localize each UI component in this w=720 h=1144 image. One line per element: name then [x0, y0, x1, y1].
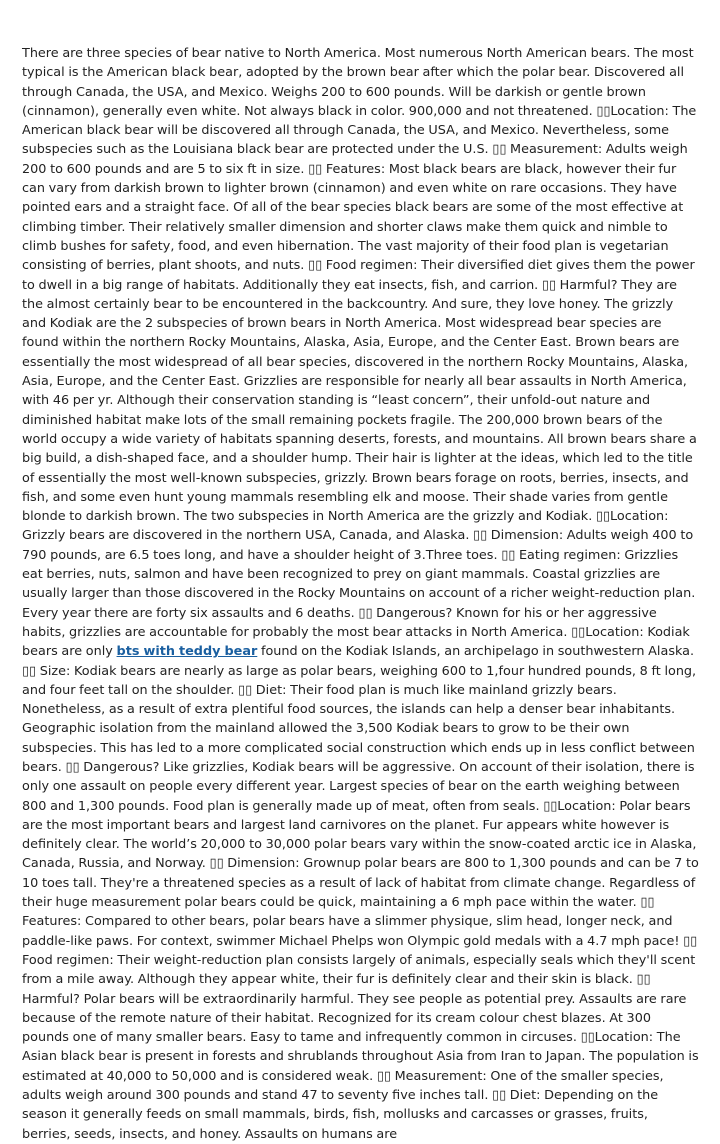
teddy-bear-link[interactable]: bts with teddy bear: [116, 644, 258, 660]
body-text-before-link: There are three species of bear native to North America. Most numerous North American bears. The most typical is the American black bear, adopted by the brown bear after which the polar bear. Discovered all through Canada, the USA, and Mexico. Weighs 200 to 600 pounds. Will be darkish or gentle brown (cinnamon), generally even white. Not always black in color. 900,000 and not threatened. ▯▯Location: The American black bear will be discovered all through Canada, the USA, and Mexico. Nevertheless, some subspecies such as the Louisiana black bear are protected under the U.S. ▯▯ Measurement: Adults weigh 200 to 600 pounds and are 5 to six ft in size. ▯▯ Features: Most black bears are black, however their fur can vary from darkish brown to lighter brown (cinnamon) and even white on rare occasions. They have pointed ears and a straight face. Of all of the bear species black bears are some of the most effective at climbing timber. Their relatively smaller dimension and shorter claws make them quick and nimble to climb bushes for safety, food, and even hibernation. The vast majority of their food plan is vegetarian consisting of berries, plant shoots, and nuts. ▯▯ Food regimen: Their diversified diet gives them the power to dwell in a big range of habitats. Additionally they eat insects, fish, and carrion. ▯▯ Harmful? They are the almost certainly bear to be encountered in the backcountry. And sure, they love honey. The grizzly and Kodiak are the 2 subspecies of brown bears in North America. Most widespread bear species are found within the northern Rocky Mountains, Alaska, Asia, Europe, and the Center East. Brown bears are essentially the most widespread of all bear species, discovered in the northern Rocky Mountains, Alaska, Asia, Europe, and the Center East. Grizzlies are responsible for nearly all bear assaults in North America, with 46 per yr. Although their conservation standing is “least concern”, their unfold-out nature and diminished habitat make lots of the small remaining pockets fragile. The 200,000 brown bears of the world occupy a wide variety of habitats spanning deserts, forests, and mountains. All brown bears share a big build, a dish-shaped face, and a shoulder hump. Their hair is lighter at the ideas, which led to the title of essentially the most well-known subspecies, grizzly. Brown bears forage on roots, berries, insects, and fish, and some even hunt young mammals resembling elk and moose. Their shade varies from gentle blonde to darkish brown. The two subspecies in North America are the grizzly and Kodiak. ▯▯Location: Grizzly bears are discovered in the northern USA, Canada, and Alaska. ▯▯ Dimension: Adults weigh 400 to 790 pounds, are 6.5 toes long, and have a shoulder height of 3.Three toes. ▯▯ Eating regimen: Grizzlies eat berries, nuts, salmon and have been recognized to prey on giant mammals. Coastal grizzlies are usually larger than those discovered in the Rocky Mountains on account of a richer weight-reduction plan. Every year there are forty six assaults and 6 deaths. ▯▯ Dangerous? Known for his or her aggressive habits, grizzlies are accountable for probably the most bear attacks in North America. ▯▯Location: Kodiak bears are only: [22, 46, 697, 660]
body-text-after-link: found on the Kodiak Islands, an archipelago in southwestern Alaska. ▯▯ Size: Kodiak bears are nearly as large as polar bears, weighing 600 to 1,four hundred pounds, 8 ft long, and four feet tall on the shoulder. ▯▯ Diet: Their food plan is much like mainland grizzly bears. Nonetheless, as a result of extra plentiful food sources, the islands can help a denser bear inhabitants. Geographic isolation from the mainland allowed the 3,500 Kodiak bears to grow to be their own subspecies. This has led to a more complicated social construction which ends up in less conflict between bears. ▯▯ Dangerous? Like grizzlies, Kodiak bears will be aggressive. On account of their isolation, there is only one assault on people every different year. Largest species of bear on the earth weighing between 800 and 1,300 pounds. Food plan is generally made up of meat, often from seals. ▯▯Location: Polar bears are the most important bears and largest land carnivores on the planet. Fur appears white however is definitely clear. The world’s 20,000 to 30,000 polar bears vary within the snow-coated arctic ice in Alaska, Canada, Russia, and Norway. ▯▯ Dimension: Grownup polar bears are 800 to 1,300 pounds and can be 7 to 10 toes tall. They're a threatened species as a result of lack of habitat from climate change. Regardless of their huge measurement polar bears could be quick, maintaining a 6 mph pace within the water. ▯▯ Features: Compared to other bears, polar bears have a slimmer physique, slim head, longer neck, and paddle-like paws. For context, swimmer Michael Phelps won Olympic gold medals with a 4.7 mph pace! ▯▯ Food regimen: Their weight-reduction plan consists largely of animals, especially seals which they'll scent from a mile away. Although they appear white, their fur is definitely clear and their skin is black. ▯▯ Harmful? Polar bears will be extraordinarily harmful. They see people as potential prey. Assaults are rare because of the remote nature of their habitat. Recognized for its cream colour chest blazes. At 300 pounds one of many smaller bears. Easy to tame and infrequently common in circuses. ▯▯Location: The Asian black bear is present in forests and shrublands throughout Asia from Iran to Japan. The population is estimated at 40,000 to 50,000 and is considered weak. ▯▯ Measurement: One of the smaller species, adults weigh around 300 pounds and stand 47 to seventy five inches tall. ▯▯ Diet: Depending on the season it generally feeds on small mammals, birds, fish, mollusks and carcasses or grasses, fruits, berries, seeds, insects, and honey. Assaults on humans are: [22, 644, 699, 1142]
document-page: [22, 44, 700, 1144]
body-paragraph: [22, 44, 700, 1144]
